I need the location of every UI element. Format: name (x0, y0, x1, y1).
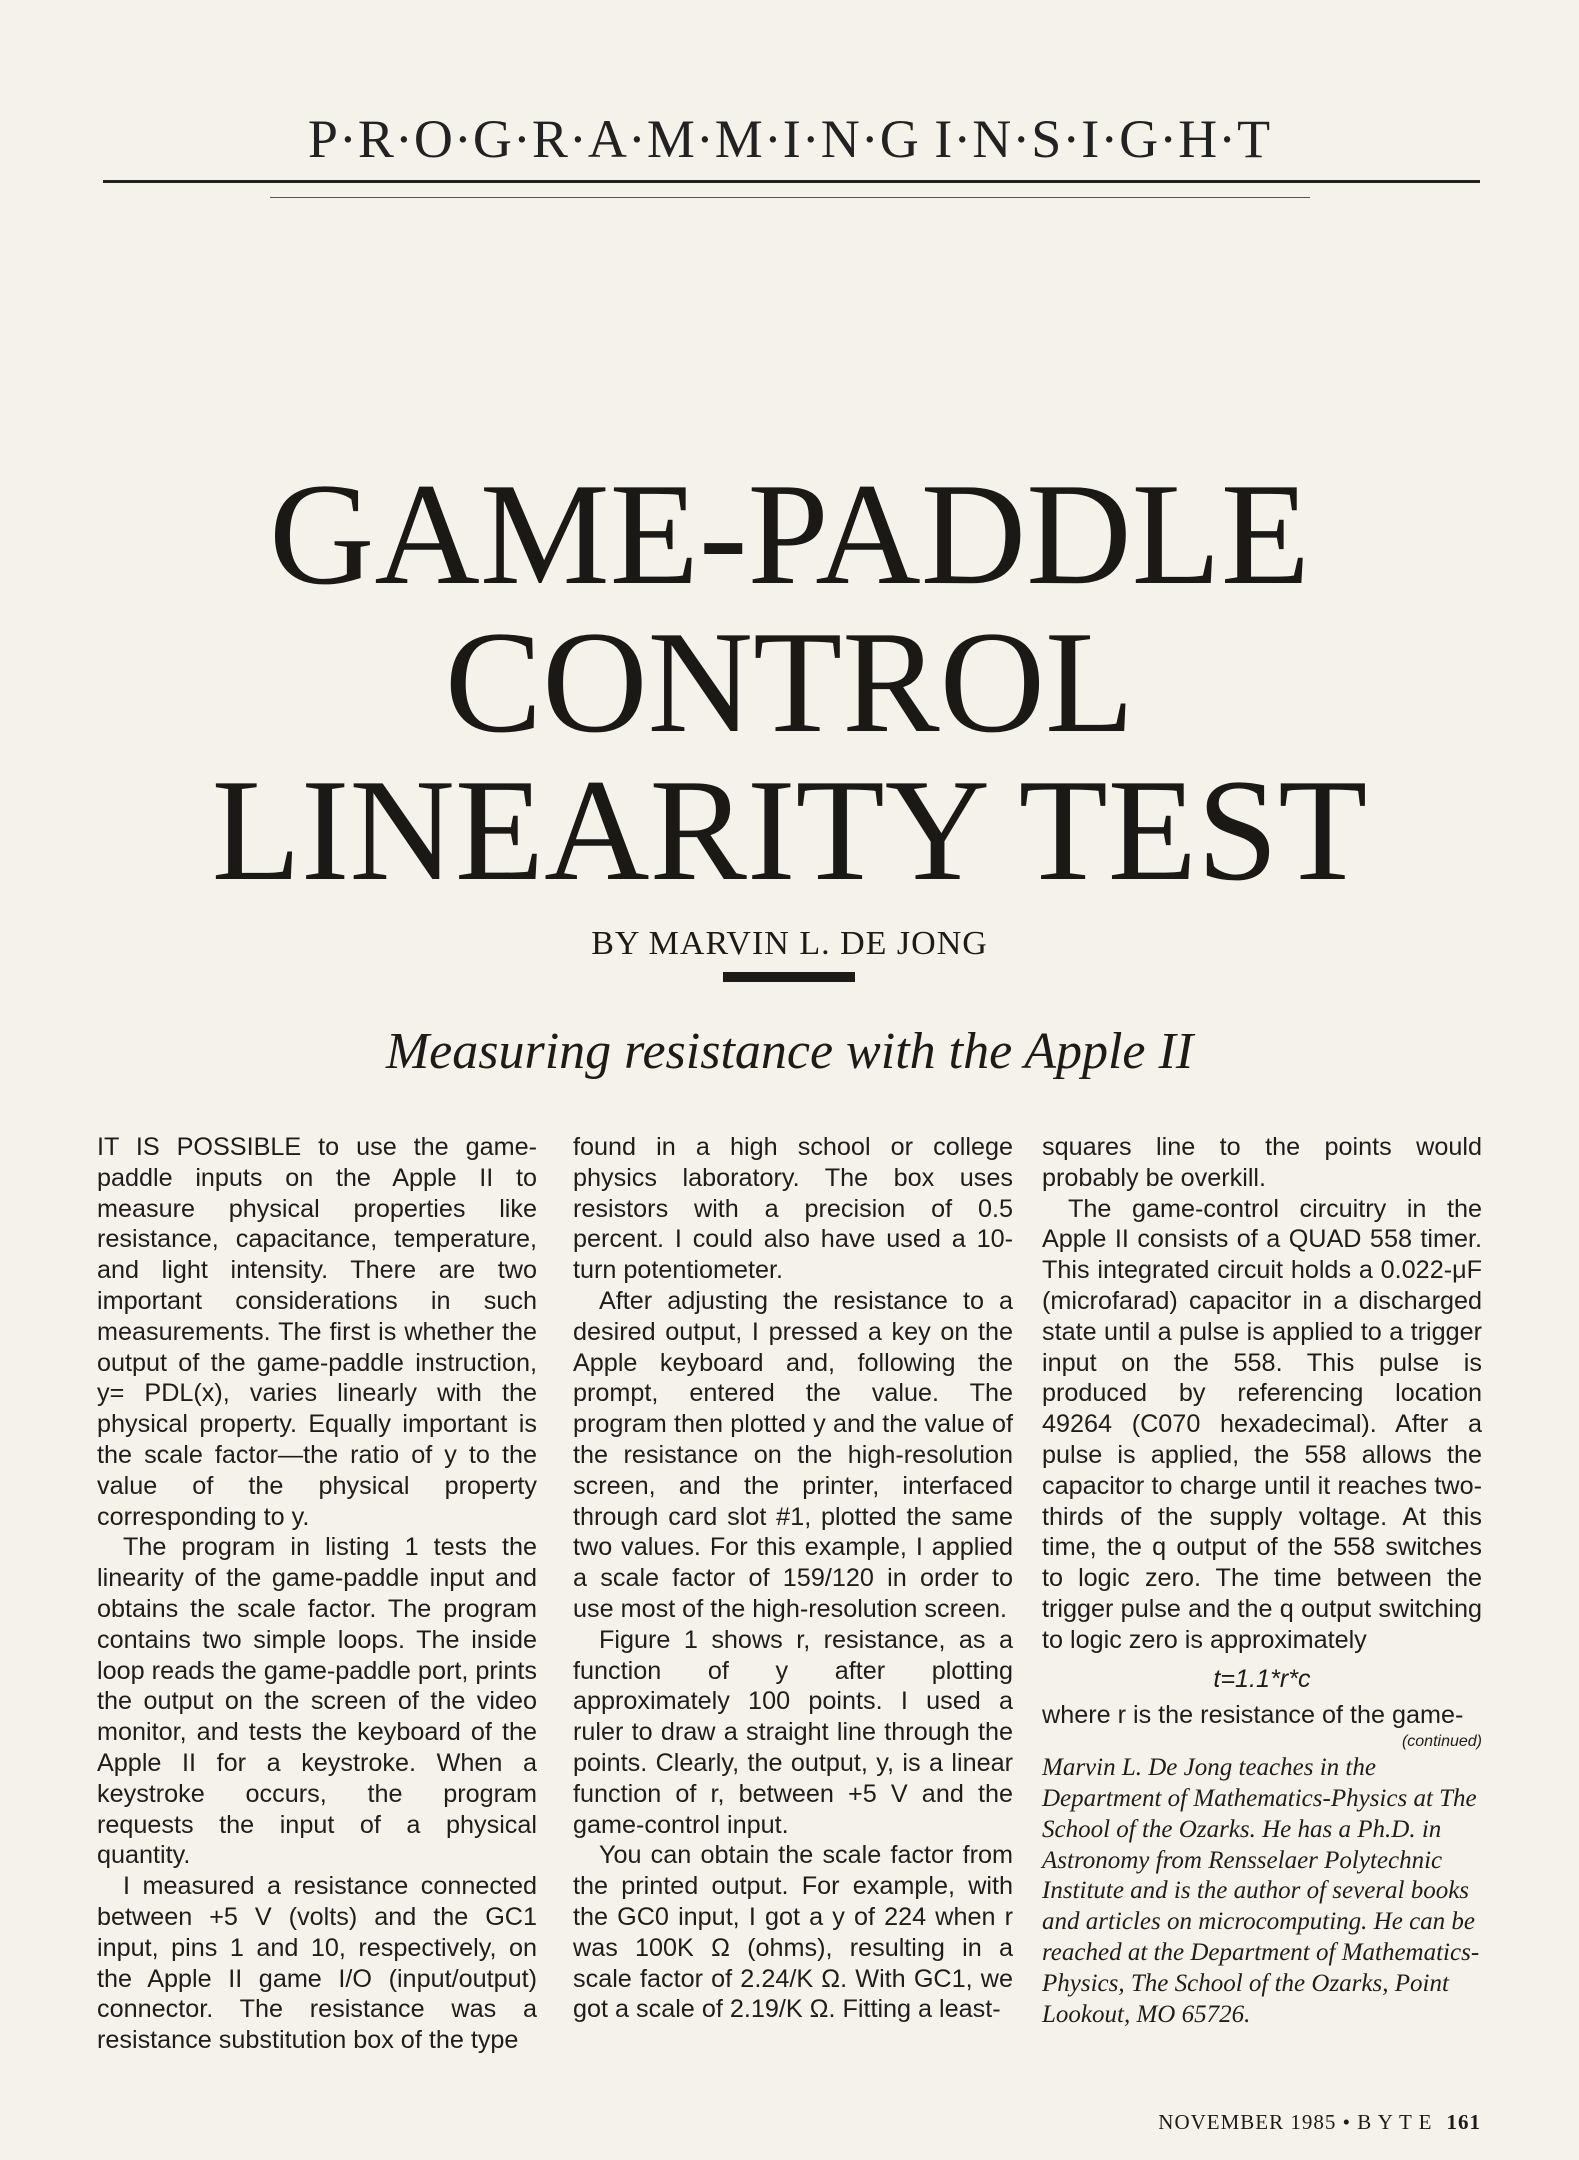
paragraph: found in a high school or college physics laboratory. The box uses resistors with a precision of 0.5 percent. I could also have used a 10-turn potentiometer. (573, 1133, 1013, 1285)
paragraph: squares line to the points would probably be overkill. (1042, 1133, 1482, 1192)
byline: BY MARVIN L. DE JONG (591, 925, 988, 962)
paragraph: where r is the resistance of the game- (1042, 1701, 1464, 1730)
article-subtitle: Measuring resistance with the Apple II (385, 1023, 1194, 1080)
page-number: 161 (1446, 2110, 1481, 2134)
byline-divider (723, 972, 855, 982)
formula: t=1.1*r*c (1213, 1664, 1311, 1693)
article-title (0, 453, 1579, 911)
page-footer (1158, 2110, 1481, 2135)
issue-label: NOVEMBER 1985 • B Y T E (1158, 2110, 1433, 2134)
body-column-1 (97, 1132, 537, 2056)
continued-note: (continued) (1401, 1733, 1482, 1751)
paragraph: The program in listing 1 tests the linearity of the game-paddle input and obtains the scale factor. The program contains two simple loops. The inside loop reads the game-paddle port, prints the output on the screen of the video monitor, and tests the keyboard of the Apple II for a keystroke. When a keystroke occurs, the program requests the input of a physical quantity. (97, 1533, 537, 1870)
title-line-2: CONTROL (444, 601, 1135, 763)
paragraph: You can obtain the scale factor from the printed output. For example, with the GC0 input, I got a y of 224 when r was 100K Ω (ohms), resulting in a scale factor of 2.24/K Ω. With GC1, we got a scale of 2.19/K Ω. Fitting a least- (573, 1841, 1013, 2024)
paragraph: IT IS POSSIBLE to use the game-paddle inputs on the Apple II to measure physical properties like resistance, capacitance, temperature, and light intensity. There are two important considerations in such measurements. The first is whether the output of the game-paddle instruction, y= PDL(x), varies linearly with the physical property. Equally important is the scale factor—the ratio of y to the value of the physical property corresponding to y. (97, 1133, 537, 1531)
author-bio: Marvin L. De Jong teaches in the Department of Mathematics-Physics at The School of the Ozarks. He has a Ph.D. in Astronomy from Rensselaer Polytechnic Institute and is the author of several books and articles on microcomputing. He can be reached at the Department of Mathematics-Physics, The School of the Ozarks, Point Lookout, MO 65726. (1042, 1754, 1480, 2028)
title-line-1: GAME-PADDLE (269, 453, 1310, 615)
header-rule-thick (103, 180, 1480, 183)
paragraph: I measured a resistance connected between +5 V (volts) and the GC1 input, pins 1 and 10, respectively, on the Apple II game I/O (input/output) connector. The resistance was a resistance substitution box of the type (97, 1872, 537, 2055)
paragraph: Figure 1 shows r, resistance, as a function of y after plotting approximately 100 points. I used a ruler to draw a straight line through the points. Clearly, the output, y, is a linear function of r, between +5 V and the game-control input. (573, 1625, 1013, 1839)
section-header: P·R·O·G·R·A·M·M·I·N·G I·N·S·I·G·H·T (307, 109, 1272, 169)
body-column-3 (1042, 1132, 1482, 2030)
title-line-3: LINEARITY TEST (211, 749, 1368, 911)
body-column-2 (573, 1132, 1013, 2025)
header-rule-thin (270, 197, 1310, 198)
paragraph: After adjusting the resistance to a desired output, I pressed a key on the Apple keyboard and, following the prompt, entered the value. The program then plotted y and the value of the resistance on the high-resolution screen, and the printer, interfaced through card slot #1, plotted the same two values. For this example, I applied a scale factor of 159/120 in order to use most of the high-resolution screen. (573, 1286, 1013, 1623)
paragraph: The game-control circuitry in the Apple II consists of a QUAD 558 timer. This integrated circuit holds a 0.022-μF (microfarad) capacitor in a discharged state until a pulse is applied to a trigger input on the 558. This pulse is produced by referencing location 49264 (C070 hexadecimal). After a pulse is applied, the 558 allows the capacitor to charge until it reaches two-thirds of the supply voltage. At this time, the q output of the 558 switches to logic zero. The time between the trigger pulse and the q output switching to logic zero is approximately (1042, 1194, 1482, 1654)
